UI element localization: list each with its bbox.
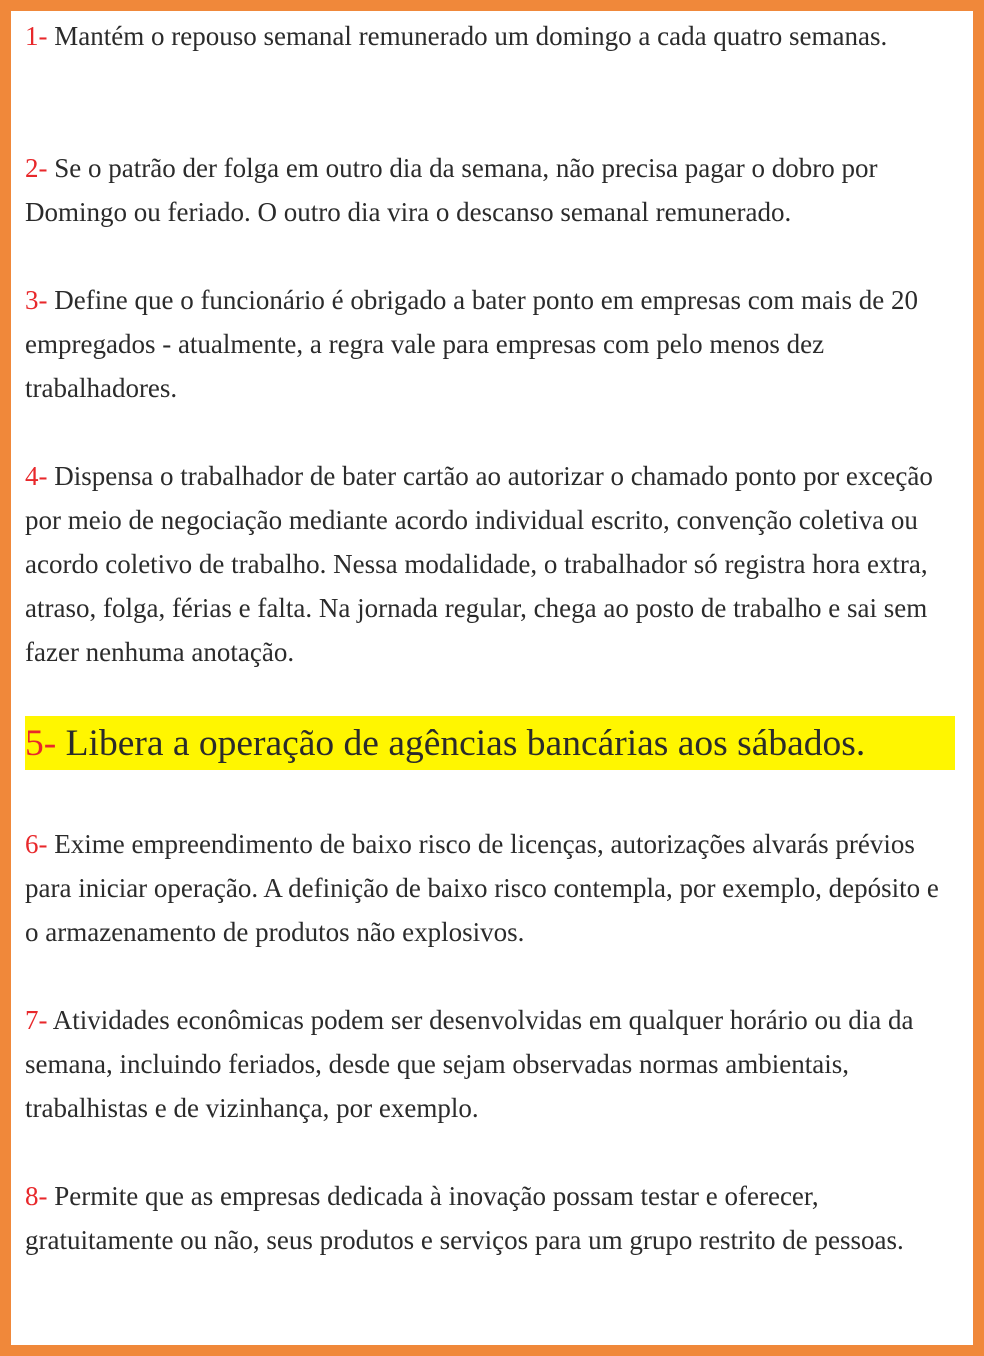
- item-number: 8-: [25, 1181, 48, 1211]
- item-text: Atividades econômicas podem ser desenvolvidas em qualquer horário ou dia da semana, incluindo feriados, desde que sejam observadas normas ambientais, trabalhistas e de vizinhança, por exemplo.: [25, 1005, 914, 1123]
- list-item-8: [25, 1174, 955, 1262]
- item-text: Permite que as empresas dedicada à inovação possam testar e oferecer, gratuitamente ou não, seus produtos e serviços para um grupo restrito de pessoas.: [25, 1181, 904, 1255]
- list-item-6: [25, 822, 955, 954]
- item-text: Libera a operação de agências bancárias aos sábados.: [56, 723, 866, 764]
- item-number: 7-: [25, 1005, 48, 1035]
- list-item-5-highlighted: [25, 718, 965, 770]
- item-number: 1-: [25, 21, 48, 51]
- list-item-1: [25, 14, 955, 58]
- list-item-4: [25, 454, 955, 674]
- item-text: Se o patrão der folga em outro dia da semana, não precisa pagar o dobro por Domingo ou feriado. O outro dia vira o descanso semanal remunerado.: [25, 153, 878, 227]
- item-number: 5-: [25, 723, 57, 764]
- list-item-3: [25, 278, 955, 410]
- item-text: Exime empreendimento de baixo risco de licenças, autorizações alvarás prévios para iniciar operação. A definição de baixo risco contempla, por exemplo, depósito e o armazenamento de produtos não explosivos.: [25, 829, 939, 947]
- item-number: 4-: [25, 461, 48, 491]
- item-number: 6-: [25, 829, 48, 859]
- list-item-2: [25, 146, 955, 234]
- item-text: Dispensa o trabalhador de bater cartão ao autorizar o chamado ponto por exceção por meio de negociação mediante acordo individual escrito, convenção coletiva ou acordo coletivo de trabalho. Nessa modalidade, o trabalhador só registra hora extra, atraso, folga, férias e falta. Na jornada regular, chega ao posto de trabalho e sai sem fazer nenhuma anotação.: [25, 461, 933, 667]
- item-text: Define que o funcionário é obrigado a bater ponto em empresas com mais de 20 empregados - atualmente, a regra vale para empresas com pelo menos dez trabalhadores.: [25, 285, 918, 403]
- item-number: 2-: [25, 153, 48, 183]
- item-number: 3-: [25, 285, 48, 315]
- item-text: Mantém o repouso semanal remunerado um domingo a cada quatro semanas.: [47, 21, 888, 51]
- list-item-7: [25, 998, 955, 1130]
